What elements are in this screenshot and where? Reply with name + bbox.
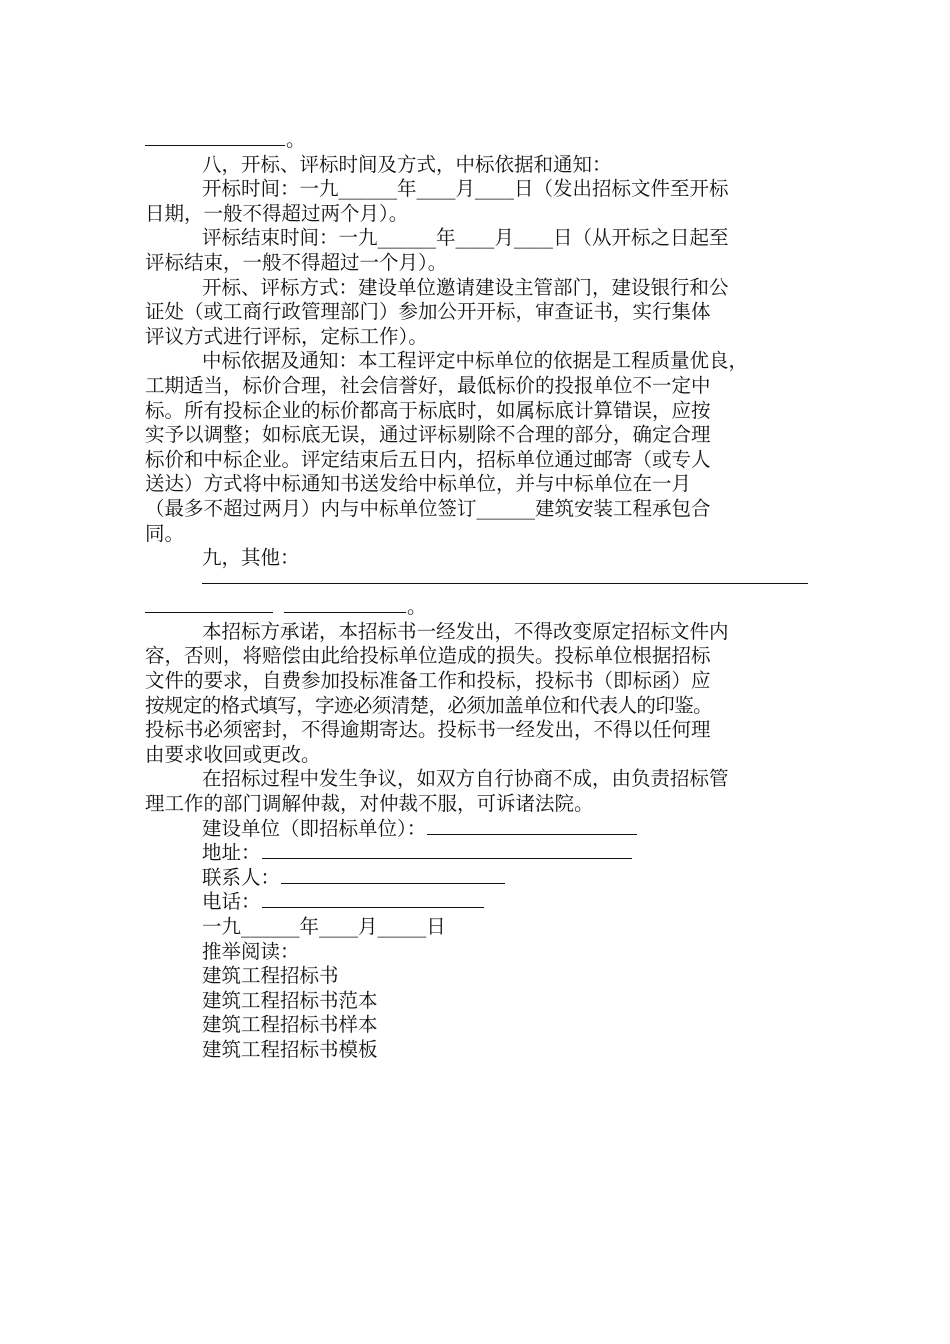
intro-blank-line [145,128,810,153]
phone-label: 电话： [202,890,261,914]
recommend-heading: 推举阅读： [202,939,300,963]
promise-line-1: 本招标方承诺，本招标书一经发出，不得改变原定招标文件内 [202,619,729,643]
unit-field [145,817,810,842]
address-field [145,841,810,866]
section-8-heading: 八，开标、评标时间及方式，中标依据和通知： [202,152,612,176]
blank-underline [202,571,808,584]
document-page [145,128,810,1063]
open-time-line-2: 日期，一般不得超过两个月）。 [145,201,409,225]
dispute-line-2: 理工作的部门调解仲裁，对仲裁不服，可诉诸法院。 [145,792,594,816]
basis-line-1: 中标依据及通知：本工程评定中标单位的依据是工程质量优良， [202,349,749,373]
phone-blank [262,906,484,908]
period: 。 [286,128,306,151]
promise-line-2: 容，否则，将赔偿由此给投标单位造成的损失。投标单位根据招标 [145,644,711,668]
basis-line-2: 工期适当，标价合理，社会信誉好，最低标价的投报单位不一定中 [145,373,711,397]
contact-blank [281,882,505,884]
dispute-line-1: 在招标过程中发生争议，如双方自行协商不成，由负责招标管 [202,767,729,791]
recommend-link-2[interactable]: 建筑工程招标书范本 [202,988,378,1012]
eval-end-line-1: 评标结束时间：一九______年____月____日（从开标之日起至 [202,226,729,250]
basis-line-4: 实予以调整；如标底无误，通过评标剔除不合理的部分，确定合理 [145,423,711,447]
method-line-1: 开标、评标方式：建设单位邀请建设主管部门，建设银行和公 [202,275,729,299]
method-line-2: 证处（或工商行政管理部门）参加公开开标，审查证书，实行集体 [145,300,711,324]
promise-line-5: 投标书必须密封，不得逾期寄达。投标书一经发出，不得以任何理 [145,718,711,742]
promise-line-4: 按规定的格式填写，字迹必须清楚，必须加盖单位和代表人的印鉴。 [145,693,713,717]
promise-line-3: 文件的要求，自费参加投标准备工作和投标，投标书（即标函）应 [145,669,711,693]
address-blank [262,857,632,859]
blank-underline [284,611,406,613]
phone-field [145,890,810,915]
basis-line-7: （最多不超过两月）内与中标单位签订______建筑安装工程承包合 [145,496,711,520]
date-line: 一九______年____月_____日 [202,915,446,938]
section-9-blank-line-2 [145,595,810,620]
section-9-heading: 九，其他： [202,546,300,570]
basis-line-6: 送达）方式将中标通知书送发给中标单位，并与中标单位在一月 [145,472,692,496]
unit-blank [427,833,637,835]
contact-field [145,866,810,891]
promise-line-6: 由要求收回或更改。 [145,742,321,766]
section-9-blank-line-1 [145,571,810,596]
recommend-link-4[interactable]: 建筑工程招标书模板 [202,1037,378,1061]
unit-label: 建设单位（即招标单位）： [202,816,427,840]
basis-line-8: 同。 [145,521,185,545]
address-label: 地址： [202,841,261,865]
blank-underline [145,144,285,146]
eval-end-line-2: 评标结束，一般不得超过一个月）。 [145,250,448,274]
recommend-link-3[interactable]: 建筑工程招标书样本 [202,1013,378,1037]
basis-line-3: 标。所有投标企业的标价都高于标底时，如属标底计算错误，应按 [145,398,711,422]
contact-label: 联系人： [202,865,281,889]
recommend-link-1[interactable]: 建筑工程招标书 [202,964,339,988]
basis-line-5: 标价和中标企业。评定结束后五日内，招标单位通过邮寄（或专人 [145,447,711,471]
blank-underline [145,611,273,613]
method-line-3: 评议方式进行评标，定标工作）。 [145,324,428,348]
period: 。 [407,595,427,619]
open-time-line-1: 开标时间：一九______年____月____日（发出招标文件至开标 [202,177,729,201]
